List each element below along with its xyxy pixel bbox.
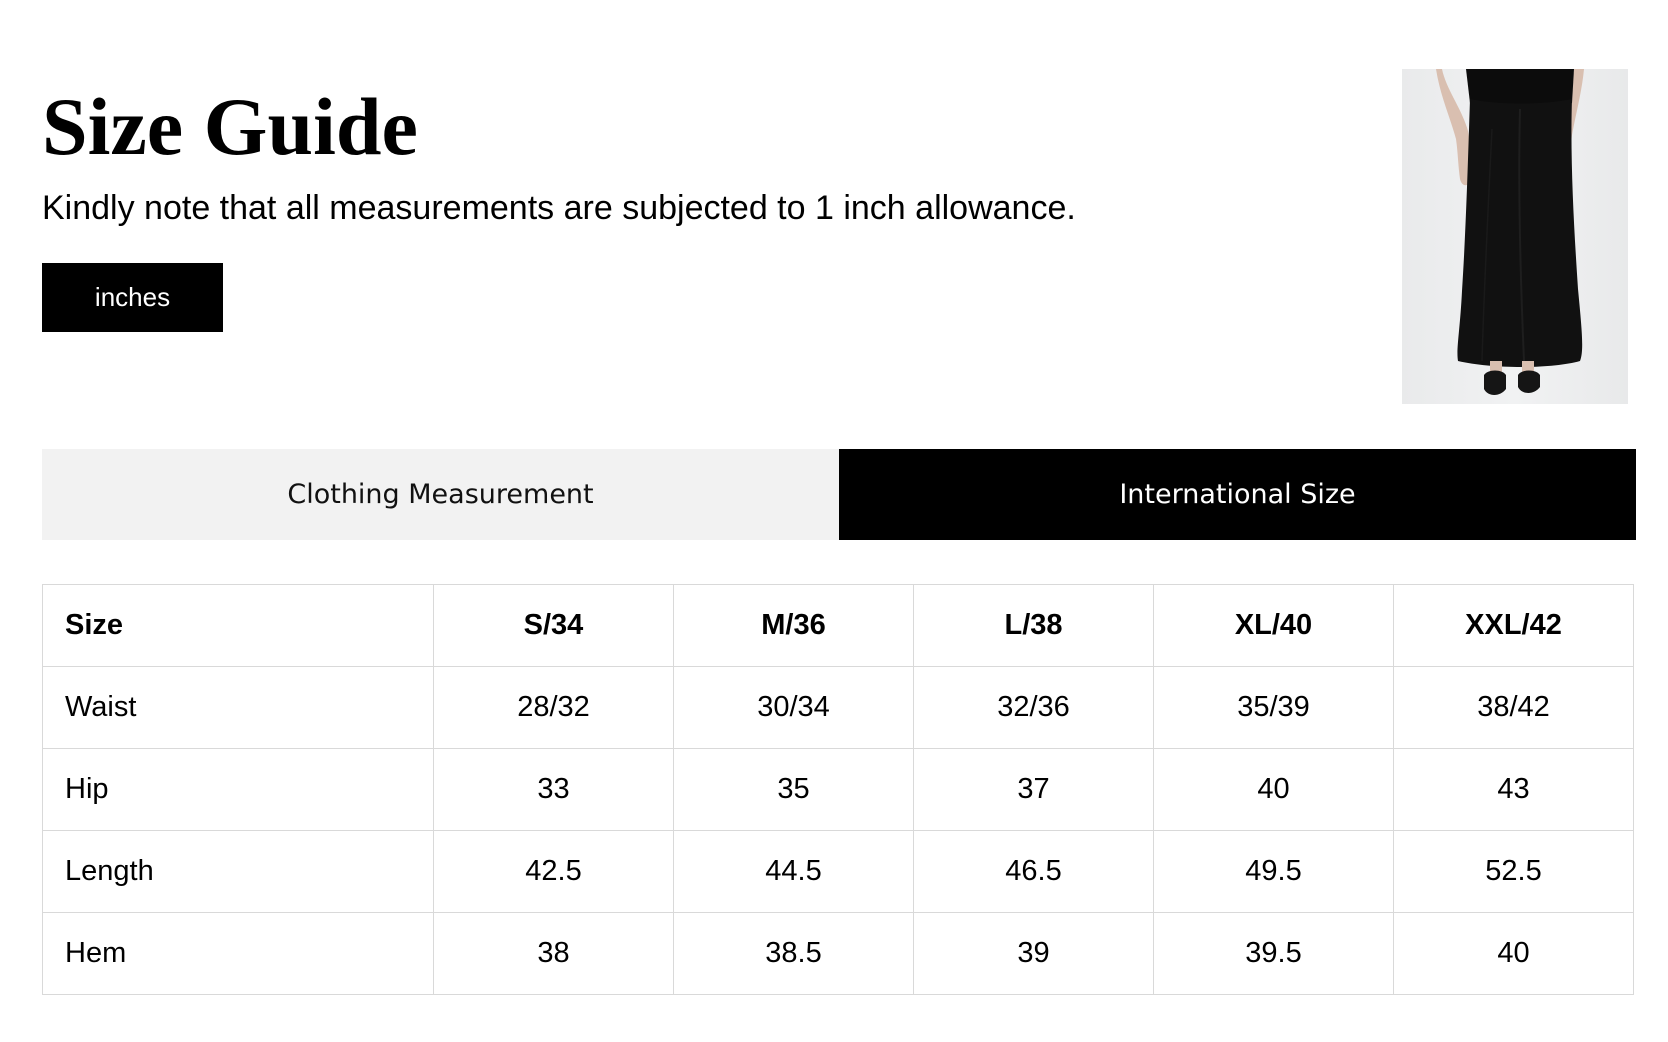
black-maxi-skirt-photo — [1402, 69, 1628, 404]
table-header-cell: XXL/42 — [1394, 585, 1634, 667]
table-cell: 37 — [914, 749, 1154, 831]
table-cell: 43 — [1394, 749, 1634, 831]
table-cell: 49.5 — [1154, 831, 1394, 913]
table-header-row — [43, 585, 1634, 667]
table-row — [43, 831, 1634, 913]
table-cell: 44.5 — [674, 831, 914, 913]
table-cell: 35/39 — [1154, 667, 1394, 749]
allowance-note: Kindly note that all measurements are subjected to 1 inch allowance. — [42, 189, 1076, 227]
table-cell: 38/42 — [1394, 667, 1634, 749]
table-cell: 38 — [434, 913, 674, 995]
table-cell: 28/32 — [434, 667, 674, 749]
table-cell: 39.5 — [1154, 913, 1394, 995]
row-label-hem: Hem — [43, 913, 434, 995]
table-cell: 46.5 — [914, 831, 1154, 913]
table-header-cell: Size — [43, 585, 434, 667]
table-header-cell: S/34 — [434, 585, 674, 667]
table-header-cell: M/36 — [674, 585, 914, 667]
table-cell: 35 — [674, 749, 914, 831]
table-cell: 40 — [1154, 749, 1394, 831]
product-photo — [1402, 69, 1628, 404]
table-header-cell: XL/40 — [1154, 585, 1394, 667]
size-tabs — [42, 449, 1636, 540]
page-title: Size Guide — [42, 81, 418, 172]
table-cell: 40 — [1394, 913, 1634, 995]
table-cell: 38.5 — [674, 913, 914, 995]
row-label-hip: Hip — [43, 749, 434, 831]
row-label-waist: Waist — [43, 667, 434, 749]
table-cell: 39 — [914, 913, 1154, 995]
table-row — [43, 749, 1634, 831]
size-table — [42, 584, 1634, 995]
tab-international-size[interactable]: International Size — [839, 449, 1636, 540]
tab-clothing-measurement[interactable]: Clothing Measurement — [42, 449, 839, 540]
table-row — [43, 667, 1634, 749]
table-cell: 52.5 — [1394, 831, 1634, 913]
table-cell: 32/36 — [914, 667, 1154, 749]
row-label-length: Length — [43, 831, 434, 913]
table-row — [43, 913, 1634, 995]
table-cell: 30/34 — [674, 667, 914, 749]
unit-toggle-button[interactable]: inches — [42, 263, 223, 332]
table-cell: 42.5 — [434, 831, 674, 913]
table-header-cell: L/38 — [914, 585, 1154, 667]
table-cell: 33 — [434, 749, 674, 831]
